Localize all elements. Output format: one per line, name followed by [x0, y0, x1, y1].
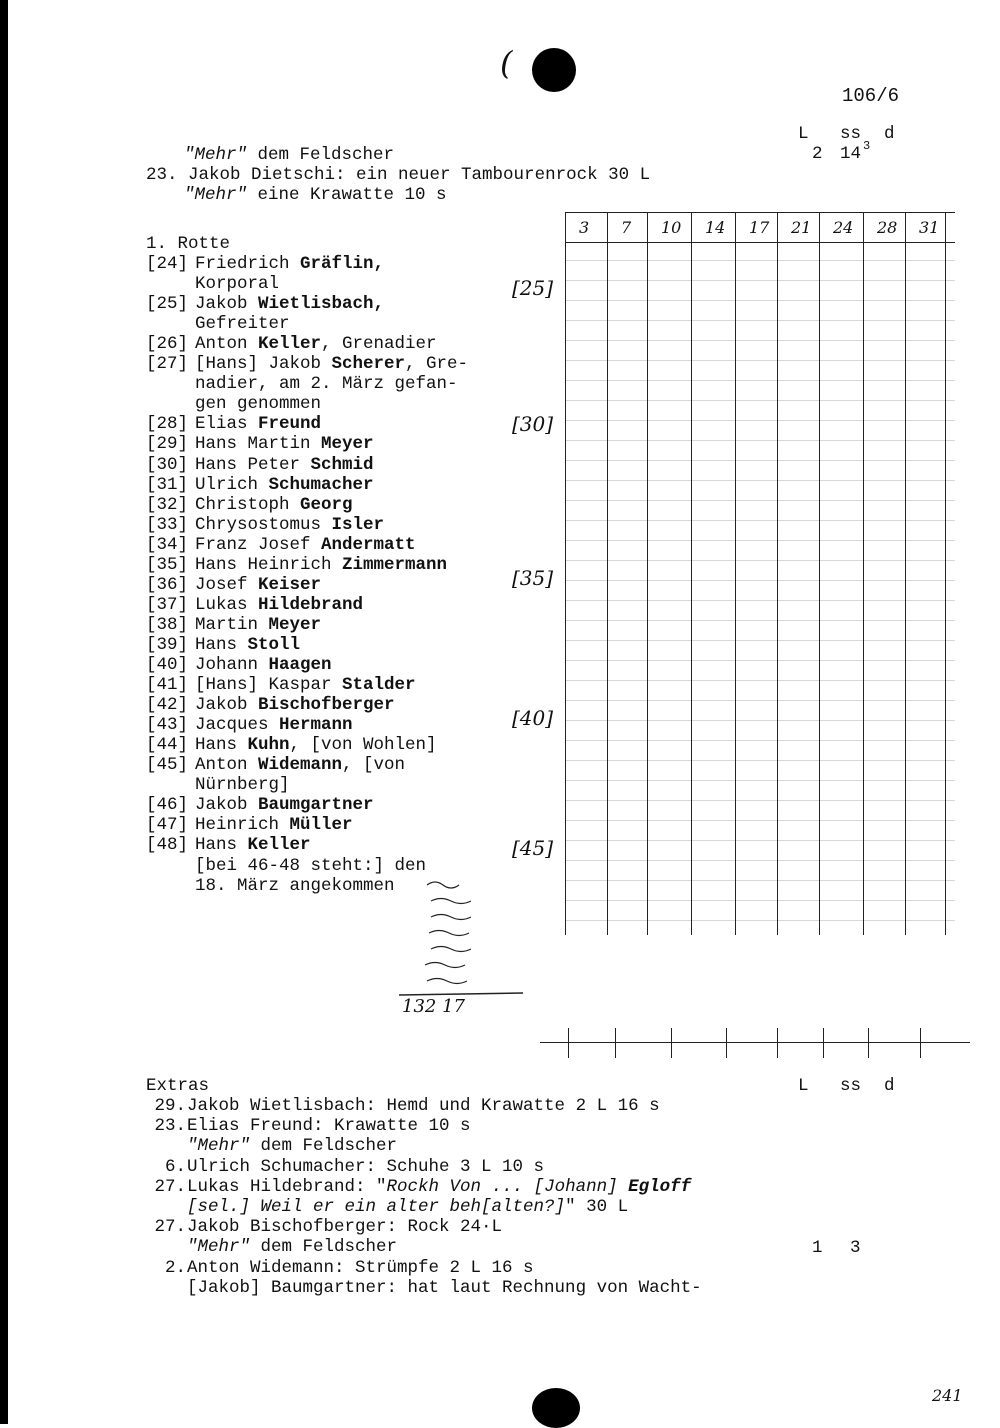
ledger-row-rule — [565, 320, 955, 321]
page-number: 106/6 — [842, 85, 900, 107]
ledger-row-rule — [565, 900, 955, 901]
roster-entry-surname: Bischofberger — [258, 695, 395, 716]
bracket-mark: [35] — [512, 566, 554, 590]
roster-entry-surname: Haagen — [268, 655, 332, 675]
extras-line: "Mehr" dem Feldscher — [187, 1136, 398, 1157]
roster-entry-surname: Keller — [247, 835, 311, 856]
roster-entry-number: [46] — [146, 795, 189, 816]
roster-entry-number: [44] — [146, 735, 189, 756]
roster-entry: [30] Hans Peter Schmid — [146, 454, 374, 475]
roster-entry: [28] Elias Freund — [146, 414, 322, 435]
roster-entry-surname: Gräflin, — [300, 254, 385, 274]
roster-entry-number: [39] — [146, 634, 189, 655]
roster-entry-surname: Freund — [258, 414, 322, 435]
ledger-row-rule — [565, 540, 955, 541]
extras-col-L: L — [798, 1076, 809, 1096]
roster-entry-surname: Wietlisbach, — [258, 294, 385, 315]
ledger-row-rule — [565, 380, 955, 381]
roster-entry-surname: Schumacher — [268, 474, 374, 495]
ledger-column-header: 24 — [833, 218, 854, 237]
roster-entry-number: [36] — [146, 574, 189, 595]
ledger-row-rule — [565, 700, 955, 701]
ledger-row-rule — [565, 840, 955, 841]
roster-entry-surname: Baumgartner — [258, 795, 374, 816]
ledger-row-rule — [565, 660, 955, 661]
ledger-top-rule — [565, 212, 955, 213]
roster-entry-surname: Zimmermann — [342, 554, 448, 575]
corner-mark: ( — [500, 44, 513, 82]
ledger-row-rule — [565, 440, 955, 441]
header-col-ss: ss — [840, 124, 862, 144]
roster-entry: [46] Jakob Baumgartner — [146, 795, 374, 816]
roster-entry-number: [34] — [146, 534, 189, 555]
roster-entry: [26] Anton Keller, Grenadier — [146, 334, 437, 355]
punch-hole-top — [532, 48, 576, 92]
roster-entry: nadier, am 2. März gefan- — [195, 374, 458, 395]
ledger-bottom-strip — [540, 1028, 980, 1058]
ledger-row-rule — [565, 780, 955, 781]
roster-entry: [40] Johann Haagen — [146, 655, 332, 675]
ledger-row-rule — [565, 580, 955, 581]
roster-entry: [35] Hans Heinrich Zimmermann — [146, 554, 448, 575]
roster-entry: Gefreiter — [195, 314, 290, 335]
ledger-column-header: 17 — [749, 218, 770, 237]
roster-entry-number: [45] — [146, 755, 189, 776]
roster-entry: [41] [Hans] Kaspar Stalder — [146, 675, 416, 696]
extras-col-d: d — [884, 1076, 895, 1096]
roster-entry: [42] Jakob Bischofberger — [146, 695, 395, 716]
extras-feldscher-L: 1 — [812, 1238, 823, 1258]
extras-line-number: 6. — [164, 1156, 186, 1177]
tally-scribbles — [395, 855, 535, 1015]
bracket-mark: [30] — [512, 412, 554, 436]
roster-entry-surname: Keller — [258, 334, 322, 355]
header-line: 23. Jakob Dietschi: ein neuer Tambourenrock 30 L — [146, 165, 651, 185]
ledger-column-header: 28 — [877, 218, 898, 237]
roster-entry-surname: Meyer — [321, 434, 374, 455]
roster-entry-number: [29] — [146, 434, 189, 455]
header-value-sup: 3 — [863, 139, 871, 153]
roster-entry-number: [42] — [146, 695, 189, 716]
roster-entry: [38] Martin Meyer — [146, 614, 322, 635]
extras-line-number: 27. — [154, 1217, 186, 1238]
ledger-column-header: 21 — [791, 218, 812, 237]
roster-entry-surname: Meyer — [268, 614, 322, 635]
roster-entry: [27] [Hans] Jakob Scherer, Gre- — [146, 354, 469, 375]
scan-left-border — [0, 0, 8, 1424]
roster-entry-number: [25] — [146, 294, 189, 315]
roster-entry-number: [41] — [146, 675, 189, 696]
roster-entry: [bei 46-48 steht:] den — [195, 855, 427, 876]
ledger-row-rule — [565, 520, 955, 521]
header-col-L: L — [798, 124, 809, 144]
roster-entry-surname: Keiser — [258, 574, 322, 595]
header-block — [146, 145, 650, 205]
roster-entry-number: [48] — [146, 835, 189, 856]
roster-entry: [36] Josef Keiser — [146, 574, 322, 595]
roster-entry: [32] Christoph Georg — [146, 494, 353, 515]
ledger-column-header: 3 — [579, 218, 590, 237]
bracket-mark: [45] — [512, 836, 554, 860]
ledger-row-rule — [565, 760, 955, 761]
ledger-column-header: 31 — [919, 218, 940, 237]
roster-entry-surname: Stoll — [247, 634, 301, 655]
roster-entry-surname: Isler — [331, 514, 385, 535]
roster-entry-surname: Georg — [300, 494, 353, 515]
ledger-row-rule — [565, 280, 955, 281]
roster-entry-number: [43] — [146, 715, 189, 736]
roster-entry: [33] Chrysostomus Isler — [146, 514, 385, 535]
roster-entry: [34] Franz Josef Andermatt — [146, 534, 416, 555]
roster-entry: Korporal — [195, 274, 280, 295]
ledger-row-rule — [565, 260, 955, 261]
extras-feldscher-ss: 3 — [850, 1238, 861, 1258]
bracket-mark: [40] — [512, 706, 554, 730]
roster-entry: [39] Hans Stoll — [146, 634, 301, 655]
roster-entry-number: [37] — [146, 594, 189, 615]
roster-entry-surname: Hermann — [279, 715, 353, 736]
ledger-row-rule — [565, 460, 955, 461]
roster-entry: 18. März angekommen — [195, 875, 395, 896]
roster-entry-surname: Kuhn — [247, 735, 290, 756]
roster-entry: [43] Jacques Hermann — [146, 715, 353, 736]
ledger-row-rule — [565, 360, 955, 361]
ledger-row-rule — [565, 600, 955, 601]
extras-line: 27.Lukas Hildebrand: "Rockh Von ... [Johann] Egloff — [146, 1177, 691, 1197]
extras-line-number: 2. — [164, 1257, 186, 1278]
roster-entry-surname: Müller — [289, 815, 353, 836]
extras-line: 2.Anton Widemann: Strümpfe 2 L 16 s — [146, 1258, 534, 1278]
roster-entry-number: [28] — [146, 414, 189, 435]
ledger-column-header: 7 — [621, 218, 632, 237]
roster-list — [146, 234, 496, 914]
extras-line: [Jakob] Baumgartner: hat laut Rechnung von Wacht- — [187, 1277, 702, 1298]
footer-mark: 241 — [932, 1386, 963, 1405]
roster-entry: [24] Friedrich Gräflin, — [146, 254, 385, 274]
extras-line: [sel.] Weil er ein alter beh[alten?]" 30 L — [187, 1197, 629, 1217]
header-line: "Mehr" eine Krawatte 10 s — [184, 185, 447, 205]
extras-line-number: 29. — [154, 1096, 186, 1116]
extras-line-number: 27. — [154, 1176, 186, 1197]
roster-entry-number: [38] — [146, 614, 189, 635]
ledger-row-rule — [565, 300, 955, 301]
roster-entry-surname: Andermatt — [321, 534, 416, 555]
punch-hole-bottom — [532, 1388, 580, 1428]
extras-line-number: 23. — [154, 1116, 186, 1137]
roster-entry-number: [24] — [146, 254, 189, 274]
header-value-L: 2 — [812, 144, 823, 164]
ledger-row-rule — [565, 480, 955, 481]
roster-entry: [37] Lukas Hildebrand — [146, 594, 364, 615]
roster-entry-surname: Widemann — [258, 755, 343, 776]
roster-entry: [48] Hans Keller — [146, 835, 311, 856]
roster-entry-number: [26] — [146, 334, 189, 355]
roster-entry-number: [35] — [146, 554, 189, 575]
ledger-row-rule — [565, 420, 955, 421]
header-line: "Mehr" dem Feldscher — [184, 145, 395, 165]
ledger-row-rule — [565, 920, 955, 921]
ledger-row-rule — [565, 500, 955, 501]
roster-entry-number: [32] — [146, 494, 189, 515]
roster-title: 1. Rotte — [146, 234, 231, 254]
extras-line: 27.Jakob Bischofberger: Rock 24·L — [146, 1217, 502, 1237]
roster-entry-number: [30] — [146, 454, 189, 475]
roster-entry: [47] Heinrich Müller — [146, 815, 353, 836]
extras-line: "Mehr" dem Feldscher — [187, 1237, 398, 1258]
ledger-row-rule — [565, 860, 955, 861]
ledger-grid — [565, 200, 960, 935]
extras-title: Extras — [146, 1076, 210, 1096]
tally-sum: 132 17 — [402, 996, 465, 1017]
ledger-row-rule — [565, 620, 955, 621]
roster-entry: Nürnberg] — [195, 775, 290, 796]
roster-entry-number: [33] — [146, 514, 189, 535]
roster-entry: [29] Hans Martin Meyer — [146, 434, 374, 455]
roster-entry-number: [40] — [146, 655, 189, 675]
ledger-column-header: 10 — [661, 218, 682, 237]
ledger-row-rule — [565, 640, 955, 641]
ledger-column-header: 14 — [705, 218, 726, 237]
ledger-header-rule — [565, 242, 955, 243]
roster-entry: gen genommen — [195, 394, 322, 415]
roster-entry-surname: Hildebrand — [258, 594, 364, 615]
ledger-row-rule — [565, 820, 955, 821]
bracket-mark: [25] — [512, 276, 554, 300]
roster-entry: [25] Jakob Wietlisbach, — [146, 294, 385, 315]
ledger-row-rule — [565, 560, 955, 561]
ledger-row-rule — [565, 800, 955, 801]
roster-entry-number: [47] — [146, 815, 189, 836]
extras-list — [146, 1096, 846, 1306]
extras-line: 6.Ulrich Schumacher: Schuhe 3 L 10 s — [146, 1157, 544, 1177]
extras-col-ss: ss — [840, 1076, 862, 1096]
roster-entry: [31] Ulrich Schumacher — [146, 474, 374, 495]
header-col-d: d — [884, 124, 895, 144]
ledger-row-rule — [565, 340, 955, 341]
roster-entry-number: [27] — [146, 354, 189, 375]
roster-entry-surname: Schmid — [310, 454, 374, 475]
ledger-row-rule — [565, 400, 955, 401]
ledger-row-rule — [565, 680, 955, 681]
header-value-ss: 14 — [840, 144, 862, 164]
roster-entry-surname: Scherer — [331, 354, 406, 375]
ledger-row-rule — [565, 880, 955, 881]
roster-entry-surname: Stalder — [342, 675, 416, 696]
ledger-row-rule — [565, 740, 955, 741]
extras-line: 23.Elias Freund: Krawatte 10 s — [146, 1116, 471, 1136]
extras-line: 29.Jakob Wietlisbach: Hemd und Krawatte 2 L 16 s — [146, 1096, 660, 1116]
roster-entry-number: [31] — [146, 474, 189, 495]
roster-entry: [44] Hans Kuhn, [von Wohlen] — [146, 735, 437, 756]
roster-entry: [45] Anton Widemann, [von — [146, 755, 406, 776]
ledger-row-rule — [565, 720, 955, 721]
